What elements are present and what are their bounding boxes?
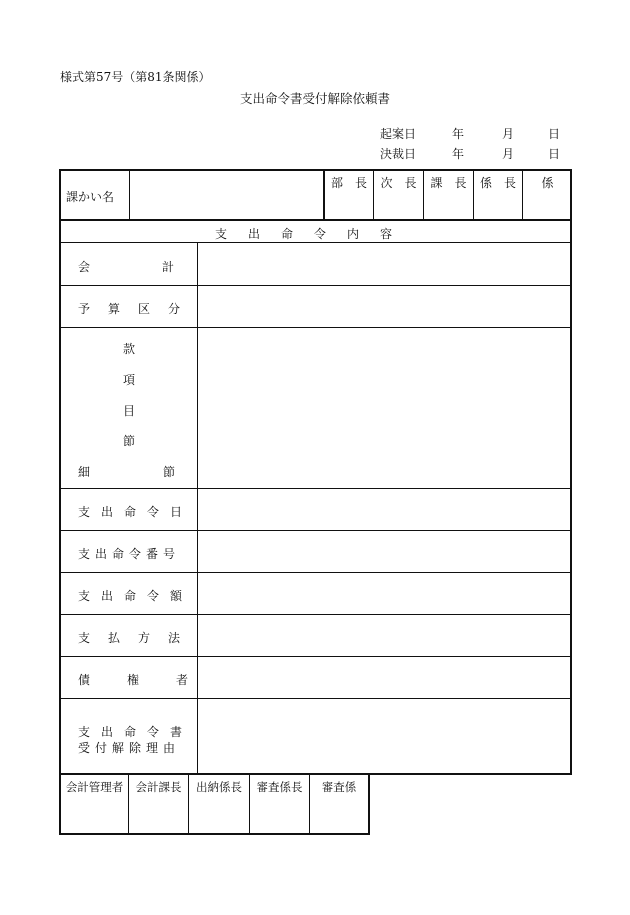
stamp-label-accounting-chief: 会計課長	[135, 780, 182, 794]
row-label-order-number: 支出命令番号	[78, 547, 181, 561]
grid-line	[59, 572, 572, 573]
row-label-reason-line2: 受付解除理由	[78, 741, 181, 755]
stamp-label-audit-chief: 審査係長	[256, 780, 303, 794]
approval-date-row	[380, 145, 570, 161]
row-label-account: 会計	[78, 260, 247, 274]
grid-line	[59, 242, 572, 243]
draft-date-year: 年	[452, 127, 465, 141]
grid-line	[59, 698, 572, 699]
row-label-kou: 項	[123, 373, 136, 387]
stamp-label-director: 部 長	[330, 176, 367, 190]
grid-line	[59, 327, 572, 328]
stamp-label-cashier-chief: 出納係長	[196, 780, 242, 794]
approval-date-day: 日	[548, 147, 561, 161]
row-label-saisetsu: 細節	[78, 465, 249, 479]
row-label-budget-class: 予算区分	[78, 302, 199, 316]
document-title: 支出命令書受付解除依頼書	[239, 91, 390, 106]
stamp-label-staff: 係	[541, 176, 554, 190]
stamp-label-section-chief: 課 長	[430, 176, 467, 190]
section-label: 課かい名	[66, 190, 115, 204]
grid-line	[59, 488, 572, 489]
grid-line	[59, 656, 572, 657]
row-label-payment-method: 支払方法	[78, 631, 199, 645]
content-heading: 支出命令内容	[215, 227, 414, 241]
row-label-order-date: 支出命令日	[78, 505, 194, 519]
grid-line	[59, 285, 572, 286]
stamp-label-subsection-chief: 係 長	[479, 176, 516, 190]
grid-line	[197, 242, 198, 775]
approval-date-year: 年	[452, 147, 465, 161]
row-label-reason-line1: 支出命令書	[78, 725, 194, 739]
grid-line	[59, 530, 572, 531]
approval-date-month: 月	[502, 147, 515, 161]
grid-line	[59, 219, 572, 221]
draft-date-month: 月	[502, 127, 515, 141]
stamp-label-auditor: 審査係	[321, 780, 357, 794]
row-label-moku: 目	[123, 404, 136, 418]
draft-date-label: 起案日	[380, 127, 417, 141]
draft-date-row	[380, 125, 570, 141]
row-label-kan: 款	[123, 342, 136, 356]
stamp-label-deputy-director: 次 長	[380, 176, 417, 190]
row-label-creditor: 債権者	[78, 673, 226, 687]
form-number: 様式第57号（第81条関係）	[60, 70, 211, 84]
draft-date-day: 日	[548, 127, 561, 141]
row-label-order-amount: 支出命令額	[78, 589, 194, 603]
approval-date-label: 決裁日	[380, 147, 417, 161]
stamp-label-accounting-manager: 会計管理者	[65, 780, 124, 794]
grid-line	[129, 169, 130, 219]
grid-line	[59, 614, 572, 615]
row-label-setsu: 節	[123, 434, 136, 448]
